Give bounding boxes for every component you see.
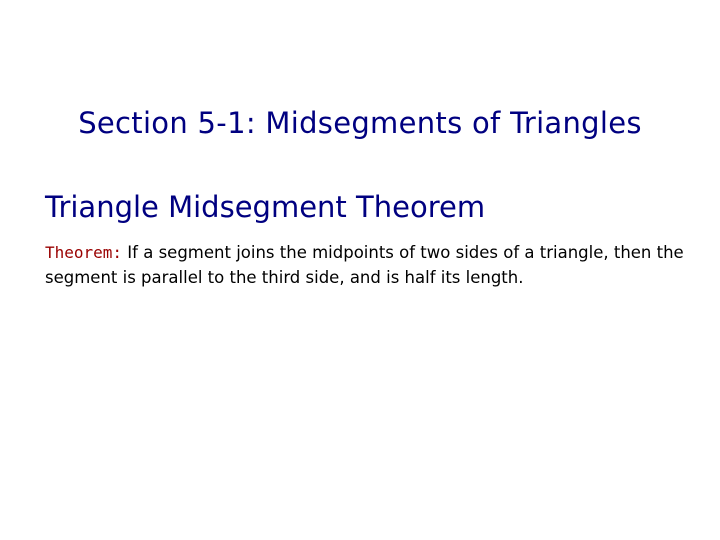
theorem-paragraph: [45, 240, 685, 290]
theorem-text: If a segment joins the midpoints of two sides of a triangle, then the segment is parallel to the third side, and is half its length.: [45, 243, 684, 287]
theorem-label: Theorem:: [45, 243, 123, 262]
slide-title: Section 5-1: Midsegments of Triangles: [78, 106, 642, 140]
section-subtitle: Triangle Midsegment Theorem: [45, 190, 486, 224]
